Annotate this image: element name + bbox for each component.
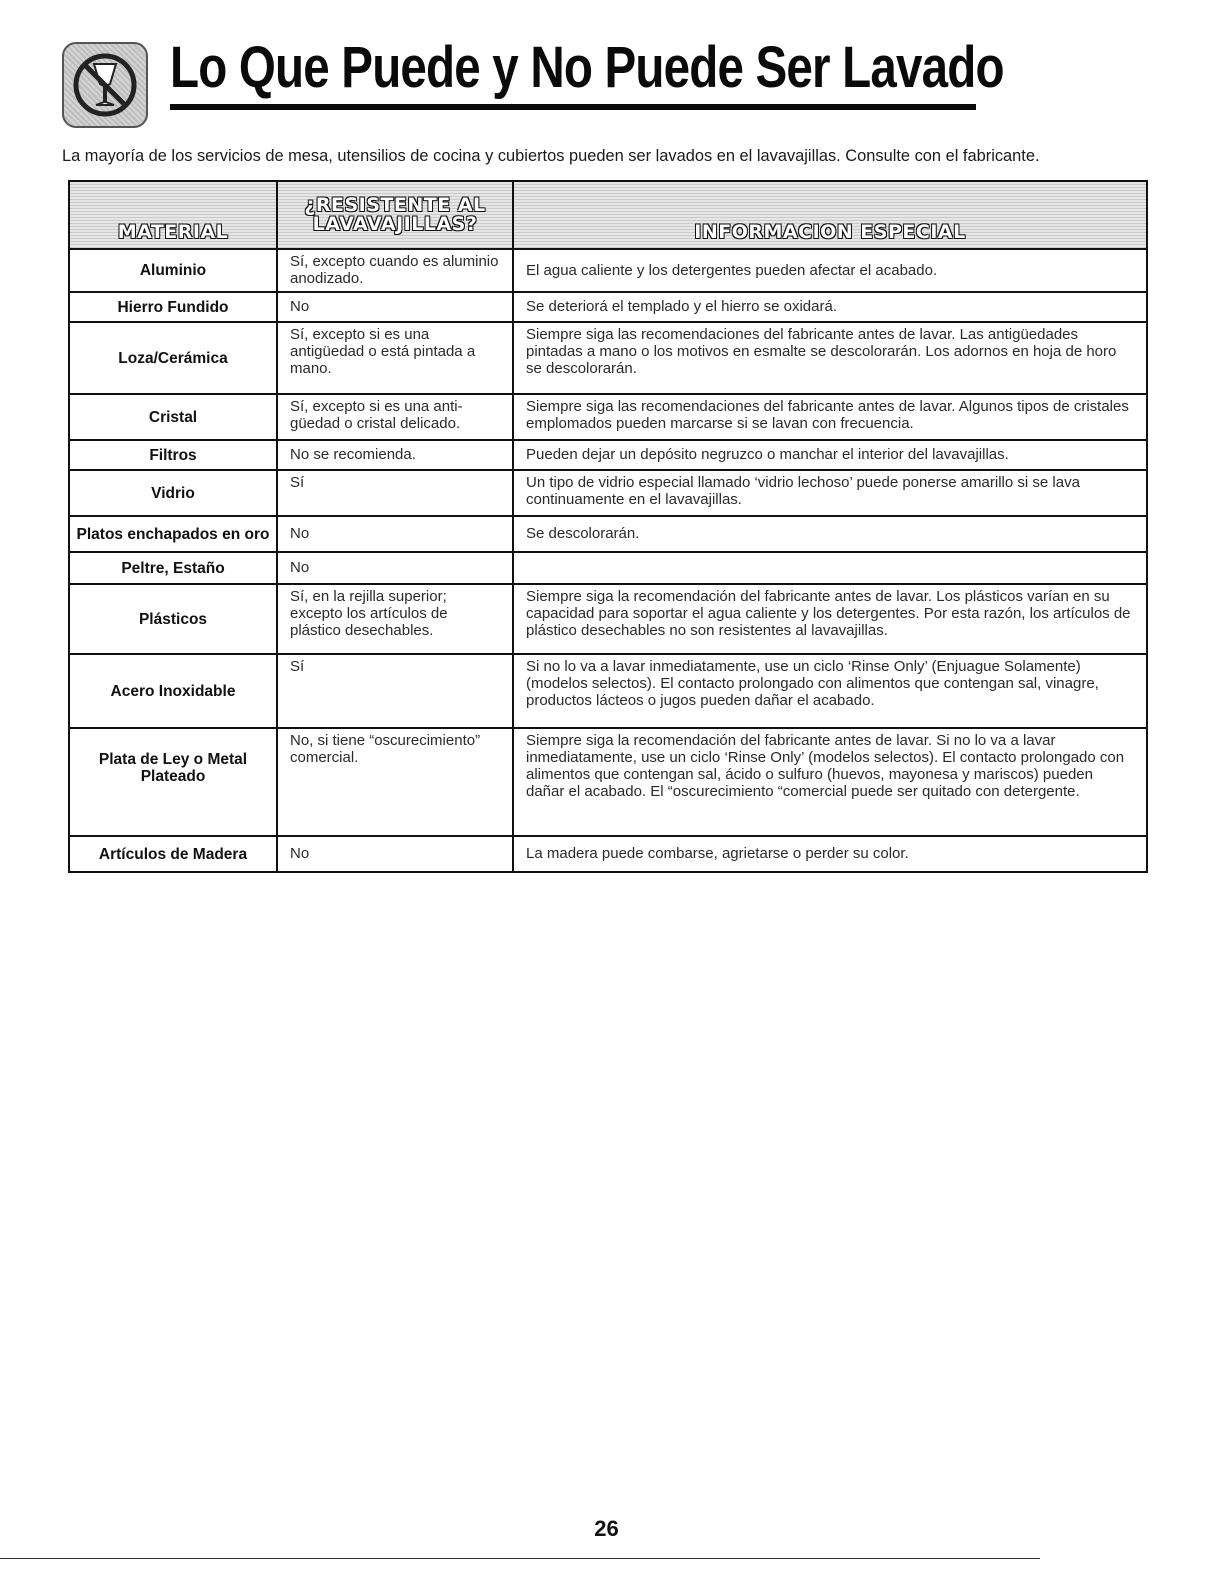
material-cell: Hierro Fundido <box>69 292 277 322</box>
info-cell <box>513 552 1147 584</box>
material-cell: Filtros <box>69 440 277 470</box>
info-cell: Un tipo de vidrio especial llamado ‘vidrio lechoso’ puede ponerse amarillo si se lava continuamente en el lavavajillas. <box>513 470 1147 516</box>
resistant-cell: No <box>277 552 513 584</box>
dishwasher-safe-table <box>68 180 1148 873</box>
table-row <box>69 322 1147 394</box>
material-cell: Artículos de Madera <box>69 836 277 872</box>
resistant-cell: Sí, excepto si es una anti-güedad o cristal delicado. <box>277 394 513 440</box>
table-row <box>69 516 1147 552</box>
table-row <box>69 470 1147 516</box>
info-cell: Siempre siga la recomendación del fabricante antes de lavar. Los plásticos varían en su capacidad para soportar el agua caliente y los detergentes. Por esta razón, los artículos de plástico desechables no son resistentes al lavavajillas. <box>513 584 1147 654</box>
resistant-cell: Sí <box>277 654 513 728</box>
header-resistant-line1: ¿RESISTENTE AL <box>304 194 486 216</box>
material-cell: Peltre, Estaño <box>69 552 277 584</box>
resistant-cell: No, si tiene “oscurecimiento” comercial. <box>277 728 513 836</box>
table-row <box>69 552 1147 584</box>
footer-rule <box>0 1558 1040 1559</box>
table-row <box>69 249 1147 292</box>
resistant-cell: Sí, excepto si es una antigüedad o está pintada a mano. <box>277 322 513 394</box>
info-cell: El agua caliente y los detergentes pueden afectar el acabado. <box>513 249 1147 292</box>
page-title: Lo Que Puede y No Puede Ser Lavado <box>170 35 1004 100</box>
title-underline <box>170 104 976 110</box>
page-header <box>62 28 1004 128</box>
header-info: INFORMACION ESPECIAL <box>513 181 1147 249</box>
resistant-cell: Sí, excepto cuando es aluminio anodizado. <box>277 249 513 292</box>
resistant-cell: Sí, en la rejilla superior; excepto los artículos de plástico desechables. <box>277 584 513 654</box>
resistant-cell: Sí <box>277 470 513 516</box>
info-cell: Pueden dejar un depósito negruzco o manchar el interior del lavavajillas. <box>513 440 1147 470</box>
table-header-row <box>69 181 1147 249</box>
material-cell: Cristal <box>69 394 277 440</box>
table-row <box>69 654 1147 728</box>
material-cell: Plásticos <box>69 584 277 654</box>
table-row <box>69 440 1147 470</box>
resistant-cell: No <box>277 292 513 322</box>
table-row <box>69 728 1147 836</box>
material-cell: Loza/Cerámica <box>69 322 277 394</box>
no-glass-icon <box>62 42 148 128</box>
table-row <box>69 584 1147 654</box>
material-cell: Acero Inoxidable <box>69 654 277 728</box>
info-cell: Se descolorarán. <box>513 516 1147 552</box>
material-cell: Vidrio <box>69 470 277 516</box>
resistant-cell: No <box>277 836 513 872</box>
header-resistant-line2: LAVAVAJILLAS? <box>312 213 478 235</box>
header-material: MATERIAL <box>69 181 277 249</box>
material-cell: Aluminio <box>69 249 277 292</box>
info-cell: La madera puede combarse, agrietarse o perder su color. <box>513 836 1147 872</box>
table-row <box>69 292 1147 322</box>
resistant-cell: No se recomienda. <box>277 440 513 470</box>
table-row <box>69 394 1147 440</box>
intro-text: La mayoría de los servicios de mesa, utensilios de cocina y cubiertos pueden ser lavados en el lavavajillas. Consulte con el fabricante. <box>62 146 1040 165</box>
info-cell: Siempre siga las recomendaciones del fabricante antes de lavar. Las antigüedades pintadas a mano o los motivos en esmalte se descolorarán. Los adornos en hoja de horo se descolorarán. <box>513 322 1147 394</box>
page-number: 26 <box>594 1516 619 1541</box>
header-resistant <box>277 181 513 249</box>
material-cell: Plata de Ley o Metal Plateado <box>69 728 277 836</box>
info-cell: Siempre siga la recomendación del fabricante antes de lavar. Si no lo va a lavar inmediatamente, use un ciclo ‘Rinse Only’ (modelos selectos). El contacto prolongado con alimentos que contengan sal, ácido o sulfuro (huevos, mayonesa y mariscos) pueden dañar el acabado. El “oscurecimiento “comercial puede ser quitado con detergente. <box>513 728 1147 836</box>
info-cell: Siempre siga las recomendaciones del fabricante antes de lavar. Algunos tipos de cristales emplomados pueden marcarse si se lavan con frecuencia. <box>513 394 1147 440</box>
material-cell: Platos enchapados en oro <box>69 516 277 552</box>
table-row <box>69 836 1147 872</box>
resistant-cell: No <box>277 516 513 552</box>
info-cell: Se deteriorá el templado y el hierro se oxidará. <box>513 292 1147 322</box>
info-cell: Si no lo va a lavar inmediatamente, use un ciclo ‘Rinse Only’ (Enjuague Solamente) (modelos selectos). El contacto prolongado con alimentos que contengan sal, vinagre, productos lácteos o jugos pueden dañar el acabado. <box>513 654 1147 728</box>
